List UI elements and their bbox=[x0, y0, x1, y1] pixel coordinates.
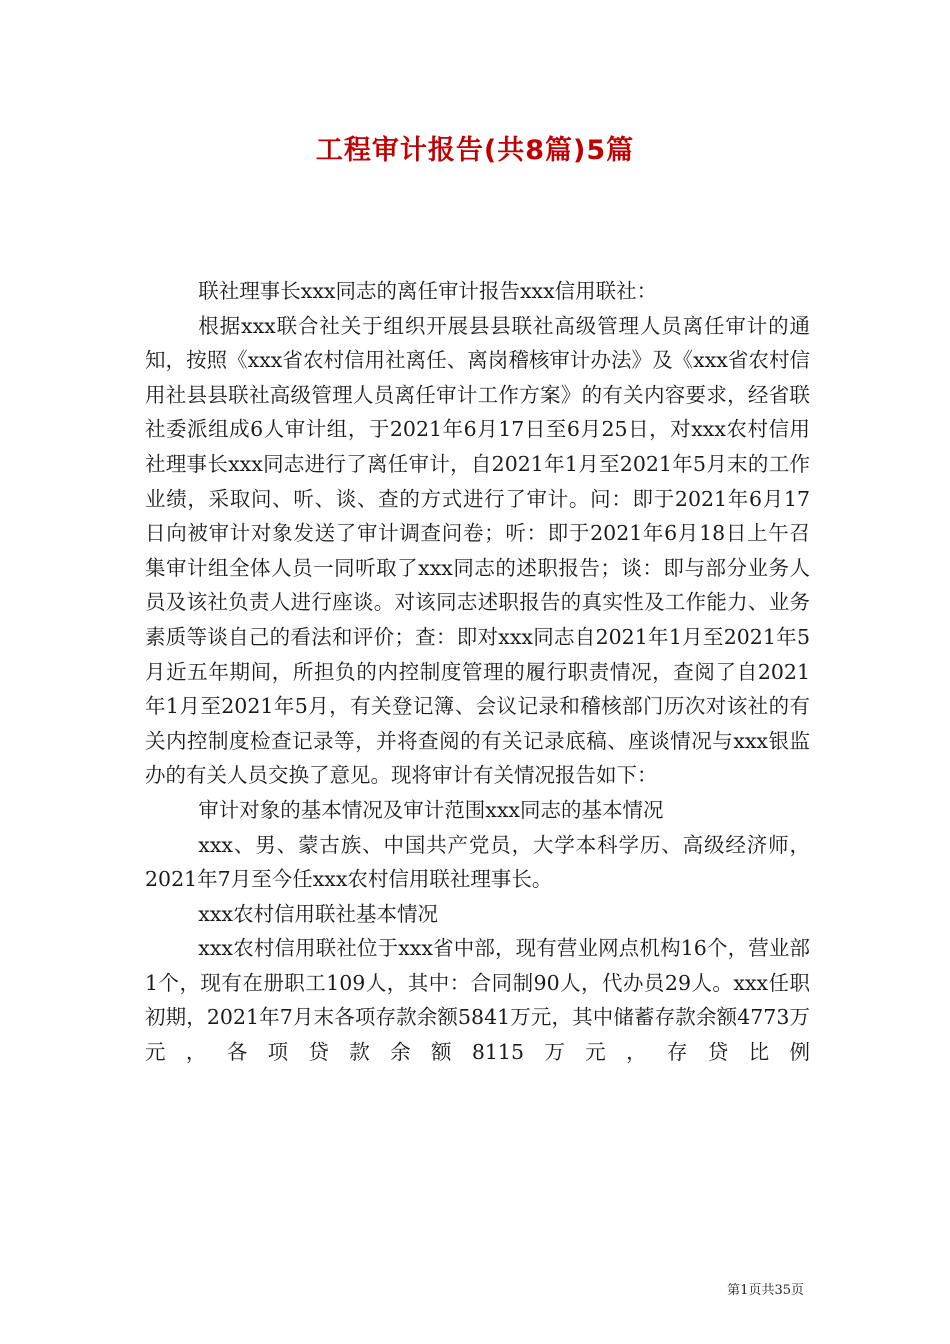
document-body bbox=[145, 274, 810, 1070]
paragraph-subsection-heading: xxx农村信用联社基本情况 bbox=[198, 901, 438, 926]
paragraph-section-heading: 审计对象的基本情况及审计范围xxx同志的基本情况 bbox=[198, 797, 664, 822]
paragraph-salutation: 联社理事长xxx同志的离任审计报告xxx信用联社： bbox=[198, 279, 658, 303]
paragraph-audit-overview: 根据xxx联合社关于组织开展县县联社高级管理人员离任审计的通知，按照《xxx省农村信用社离任、离岗稽核审计办法》及《xxx省农村信用社县县联社高级管理人员离任审计工作方案》的有关内容要求，经省联社委派组成6人审计组，于2021年6月17日至6月25日，对xxx农村信用社理事长xxx同志进行了离任审计，自2021年1月至2021年5月末的工作业绩，采取问、听、谈、查的方式进行了审计。问：即于2021年6月17日向被审计对象发送了审计调查问卷；听：即于2021年6月18日上午召集审计组全体人员一同听取了xxx同志的述职报告；谈：即与部分业务人员及该社负责人进行座谈。对该同志述职报告的真实性及工作能力、业务素质等谈自己的看法和评价；查：即对xxx同志自2021年1月至2021年5月近五年期间，所担负的内控制度管理的履行职责情况，查阅了自2021年1月至2021年5月，有关登记簿、会议记录和稽核部门历次对该社的有关内控制度检查记录等，并将查阅的有关记录底稿、座谈情况与xxx银监办的有关人员交换了意见。现将审计有关情况报告如下： bbox=[145, 313, 810, 788]
page-number: 第1页共35页 bbox=[727, 1283, 804, 1298]
paragraph-union-info: xxx农村信用联社位于xxx省中部，现有营业网点机构16个，营业部1个，现有在册职工109人，其中：合同制90人，代办员29人。xxx任职初期，2021年7月末各项存款余额5841万元，其中储蓄存款余额4773万元，各项贷款余额8115万元，存贷比例 bbox=[145, 936, 810, 1065]
document-title: 工程审计报告(共8篇)5篇 bbox=[315, 135, 635, 166]
paragraph-subject-profile: xxx、男、蒙古族、中国共产党员，大学本科学历、高级经济师，2021年7月至今任xxx农村信用联社理事长。 bbox=[145, 832, 810, 892]
